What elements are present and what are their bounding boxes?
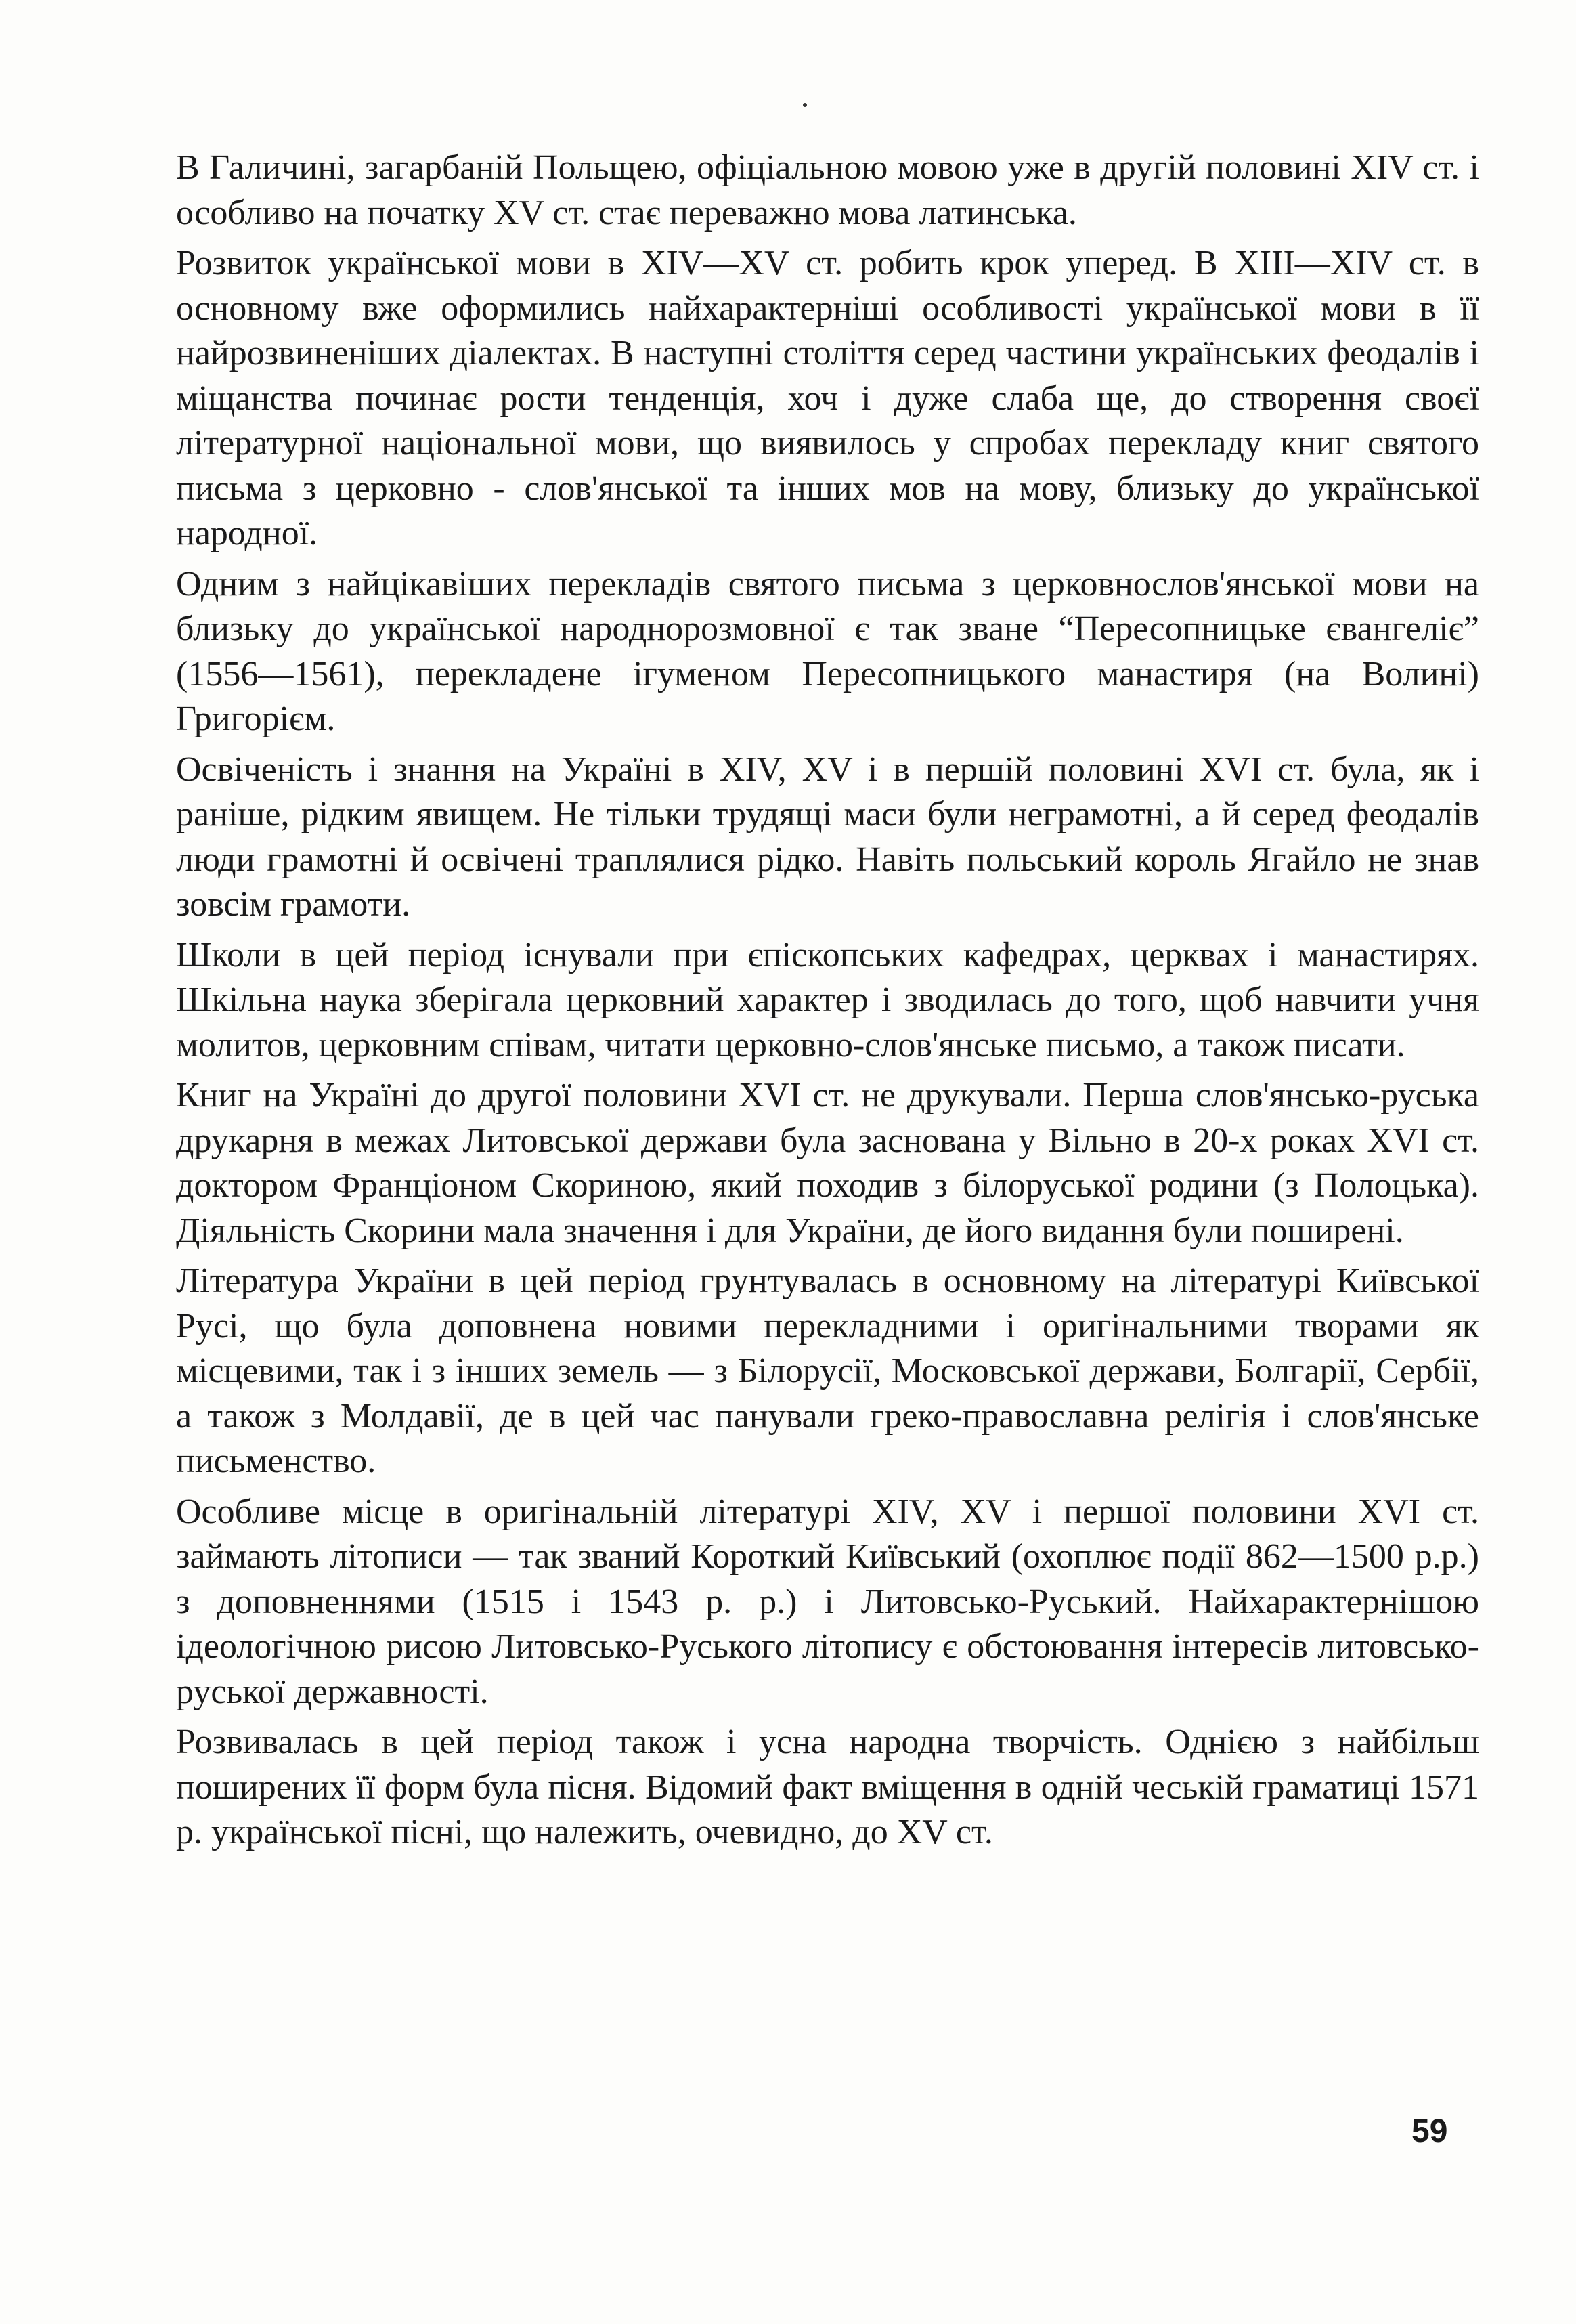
body-text [176,146,1479,1861]
paragraph-5: Школи в цей період існували при єпіскопських кафедрах, церквах і манастирях. Шкільна наука зберігала церковний характер і зводилась до того, щоб навчити учня молитов, церковним співам, читати церковно-слов'янське письмо, а також писати. [176,935,1479,1064]
paragraph-9: Розвивалась в цей період також і усна народна творчість. Однією з найбільш поширених її форм була пісня. Відомий факт вміщення в одній чеській граматиці 1571 р. української пісні, що належить, очевидно, до XV ст. [176,1723,1479,1851]
paragraph-6: Книг на Україні до другої половини XVI ст. не друкували. Перша слов'янсько-руська друкарня в межах Литовської держави була заснована у Вільно в 20-х роках XVI ст. доктором Франціоном Скориною, який походив з білоруської родини (з Полоцька). Діяльність Скорини мала значення і для України, де його видання були поширені. [176,1076,1479,1250]
print-speck [803,103,807,107]
paragraph-2: Розвиток української мови в XIV—XV ст. робить крок уперед. В XIII—XIV ст. в основному вже оформились найхарактерніші особливості української мови в її найрозвиненіших діалектах. В наступні століття серед частини українських феодалів і міщанства починає рости тенденція, хоч і дуже слаба ще, до створення своєї літературної національної мови, що виявилось у спробах перекладу книг святого письма з церковно - слов'янської та інших мов на мову, близьку до української народної. [176,244,1479,553]
paragraph-8: Особливе місце в оригінальній літературі XIV, XV і першої половини XVI ст. займають літописи — так званий Короткий Київський (охоплює події 862—1500 р.р.) з доповненнями (1515 і 1543 р. р.) і Литовсько-Руський. Найхарактернішою ідеологічною рисою Литовсько-Руського літопису є обстоювання інтересів литовсько-руської державності. [176,1492,1479,1711]
paragraph-4: Освіченість і знання на Україні в XIV, XV і в першій половині XVI ст. була, як і раніше, рідким явищем. Не тільки трудящі маси були неграмотні, а й серед феодалів люди грамотні й освічені траплялися рідко. Навіть польський король Ягайло не знав зовсім грамоти. [176,750,1479,924]
paragraph-7: Література України в цей період грунтувалась в основному на літературі Київської Русі, що була доповнена новими перекладними і оригінальними творами як місцевими, так і з інших земель — з Білорусії, Московської держави, Болгарії, Сербії, а також з Молдавії, де в цей час панували греко-православна релігія і слов'янське письменство. [176,1262,1479,1480]
page-number: 59 [1411,2113,1448,2149]
paragraph-3: Одним з найцікавіших перекладів святого письма з церковнослов'янської мови на близьку до української народнорозмовної є так зване “Пересопницьке євангеліє” (1556—1561), перекладене ігуменом Пересопницького манастиря (на Волині) Григорієм. [176,564,1479,738]
paragraph-1: В Галичині, загарбаній Польщею, офіціальною мовою уже в другій половині XIV ст. і особливо на початку XV ст. стає переважно мова латинська. [176,148,1479,232]
